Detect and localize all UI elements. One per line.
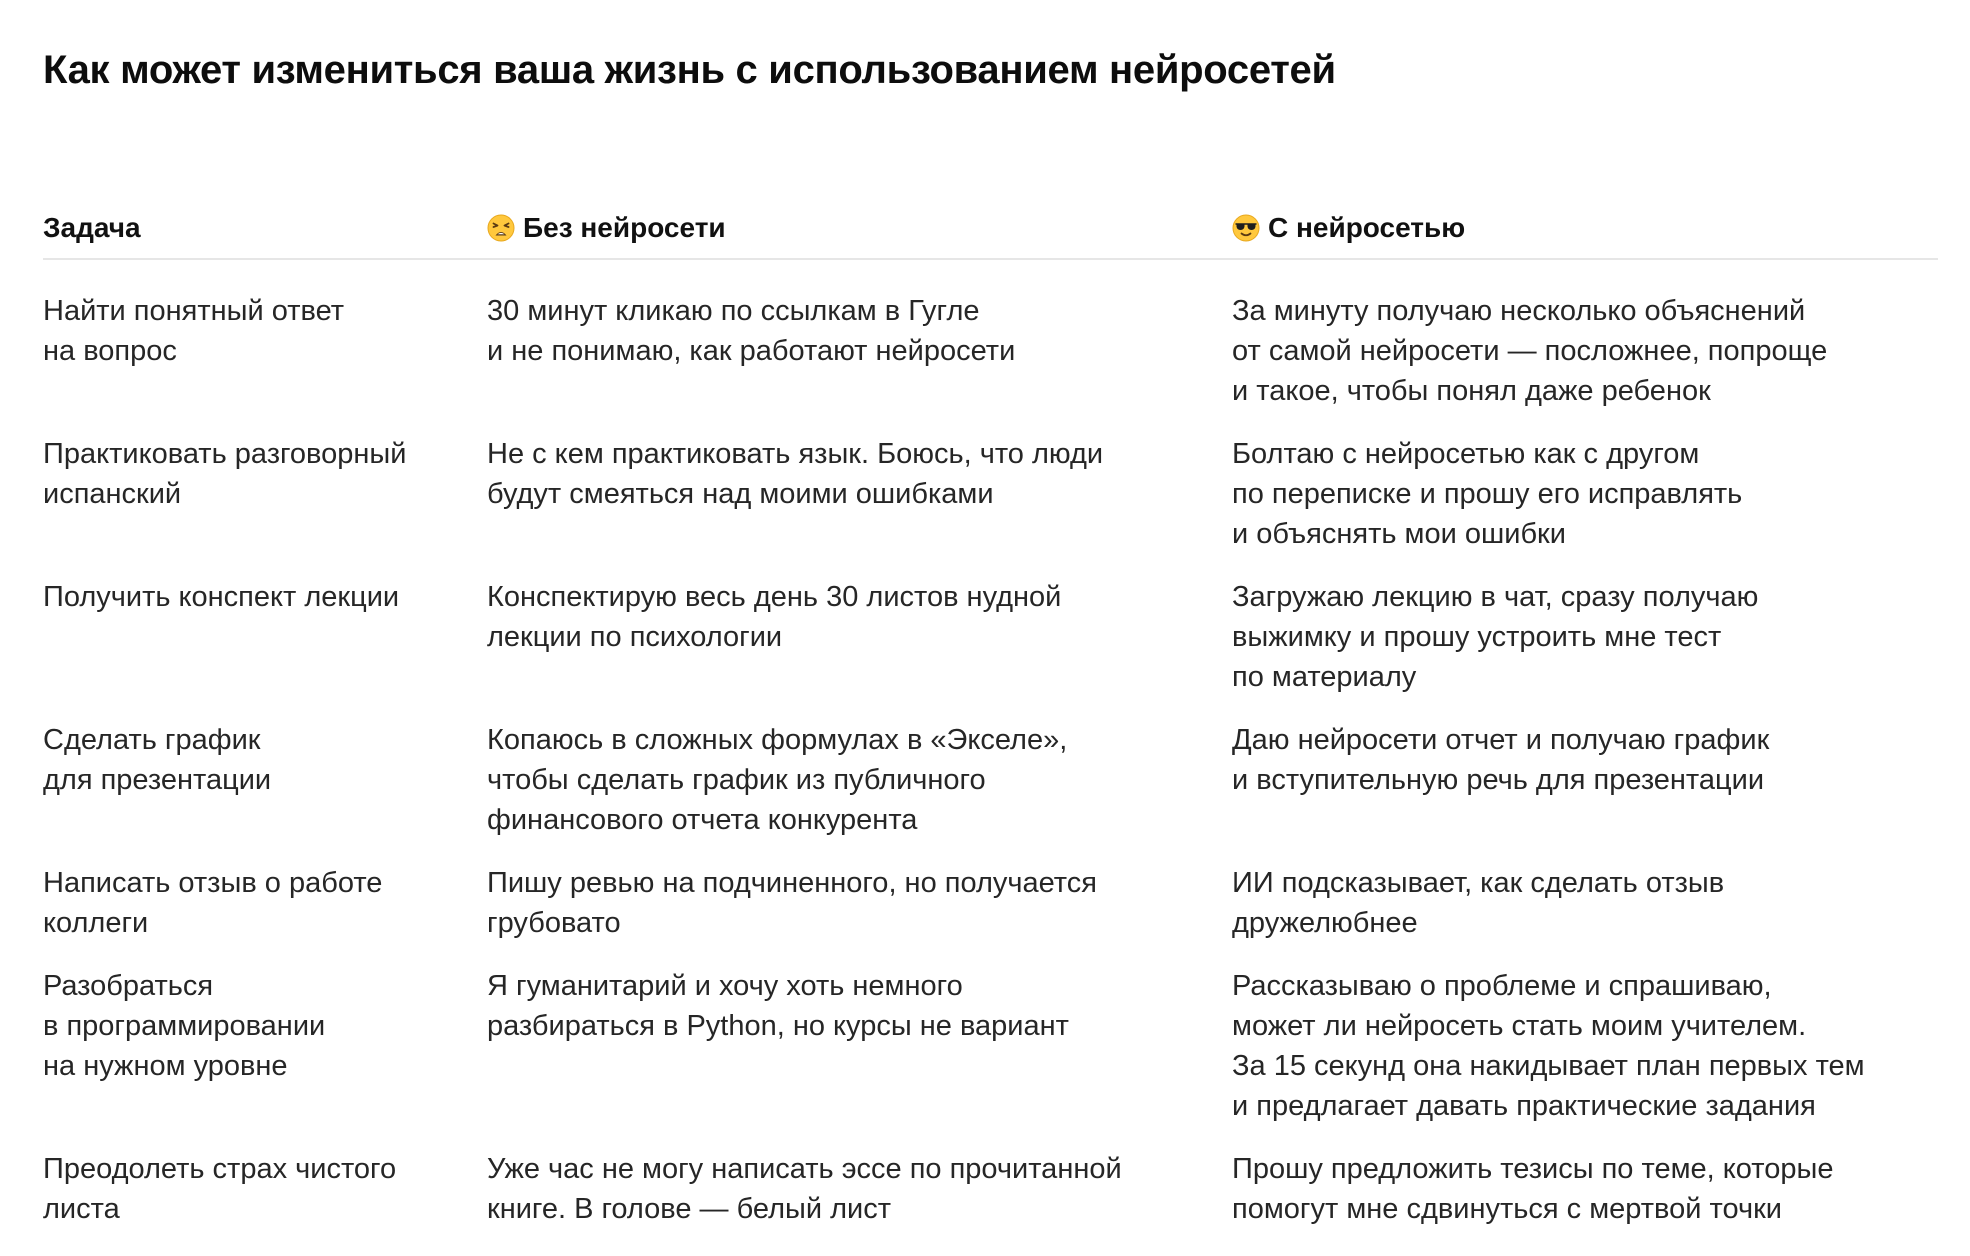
table-body bbox=[43, 259, 1938, 1252]
with-text: Прошу предложить тезисы по теме, которые помогут мне сдвинуться с мертвой точки bbox=[1232, 1153, 1834, 1225]
header-row bbox=[43, 211, 1938, 259]
without-text: Копаюсь в сложных формулах в «Экселе», чтобы сделать график из публичного финансового отчета конкурента bbox=[487, 724, 1068, 836]
header-task bbox=[43, 211, 487, 259]
table-row bbox=[43, 1149, 1938, 1252]
header-with-label: С нейросетью bbox=[1268, 212, 1466, 243]
task-cell bbox=[43, 577, 487, 720]
table-row bbox=[43, 259, 1938, 434]
header-without bbox=[487, 211, 1232, 259]
without-text: Уже час не могу написать эссе по прочитанной книге. В голове — белый лист bbox=[487, 1153, 1122, 1225]
task-cell bbox=[43, 863, 487, 966]
with-cell bbox=[1232, 577, 1938, 720]
task-cell bbox=[43, 434, 487, 577]
without-text: 30 минут кликаю по ссылкам в Гугле и не понимаю, как работают нейросети bbox=[487, 295, 1016, 367]
with-text: Даю нейросети отчет и получаю график и вступительную речь для презентации bbox=[1232, 724, 1770, 796]
with-text: Болтаю с нейросетью как с другом по переписке и прошу его исправлять и объяснять мои ошибки bbox=[1232, 438, 1743, 550]
with-text: ИИ подсказывает, как сделать отзыв дружелюбнее bbox=[1232, 867, 1725, 939]
task-text: Получить конспект лекции bbox=[43, 581, 400, 613]
without-cell bbox=[487, 434, 1232, 577]
with-text: За минуту получаю несколько объяснений от самой нейросети — посложнее, попроще и такое, чтобы понял даже ребенок bbox=[1232, 295, 1828, 407]
page-title: Как может измениться ваша жизнь с использованием нейросетей bbox=[43, 48, 1336, 92]
with-cell bbox=[1232, 966, 1938, 1149]
task-cell bbox=[43, 966, 487, 1149]
task-text: Найти понятный ответ на вопрос bbox=[43, 295, 345, 367]
without-cell bbox=[487, 966, 1232, 1149]
table-row bbox=[43, 863, 1938, 966]
table-row bbox=[43, 434, 1938, 577]
without-cell bbox=[487, 720, 1232, 863]
header-with bbox=[1232, 211, 1938, 259]
task-text: Написать отзыв о работе коллеги bbox=[43, 867, 383, 939]
comparison-table bbox=[43, 211, 1938, 1252]
task-text: Разобраться в программировании на нужном уровне bbox=[43, 970, 326, 1082]
table-row bbox=[43, 577, 1938, 720]
task-cell bbox=[43, 259, 487, 434]
with-cell bbox=[1232, 1149, 1938, 1252]
task-text: Преодолеть страх чистого листа bbox=[43, 1153, 397, 1225]
task-text: Практиковать разговорный испанский bbox=[43, 438, 407, 510]
table-header bbox=[43, 211, 1938, 259]
with-cell bbox=[1232, 863, 1938, 966]
with-cell bbox=[1232, 259, 1938, 434]
with-cell bbox=[1232, 720, 1938, 863]
table-row bbox=[43, 966, 1938, 1149]
header-without-label: Без нейросети bbox=[523, 212, 726, 243]
without-text: Не с кем практиковать язык. Боюсь, что люди будут смеяться над моими ошибками bbox=[487, 438, 1104, 510]
weary-face-icon bbox=[487, 214, 515, 242]
with-text: Рассказываю о проблеме и спрашиваю, может ли нейросеть стать моим учителем. За 15 секунд она накидывает план первых тем и предлагает давать практические задания bbox=[1232, 970, 1865, 1122]
table-row bbox=[43, 720, 1938, 863]
with-cell bbox=[1232, 434, 1938, 577]
without-cell bbox=[487, 259, 1232, 434]
without-cell bbox=[487, 863, 1232, 966]
without-text: Я гуманитарий и хочу хоть немного разбираться в Python, но курсы не вариант bbox=[487, 970, 1069, 1042]
task-text: Сделать график для презентации bbox=[43, 724, 272, 796]
with-text: Загружаю лекцию в чат, сразу получаю выжимку и прошу устроить мне тест по материалу bbox=[1232, 581, 1759, 693]
header-task-label: Задача bbox=[43, 212, 141, 243]
task-cell bbox=[43, 720, 487, 863]
without-text: Пишу ревью на подчиненного, но получается грубовато bbox=[487, 867, 1097, 939]
without-cell bbox=[487, 1149, 1232, 1252]
task-cell bbox=[43, 1149, 487, 1252]
sunglasses-face-icon bbox=[1232, 214, 1260, 242]
without-cell bbox=[487, 577, 1232, 720]
without-text: Конспектирую весь день 30 листов нудной лекции по психологии bbox=[487, 581, 1062, 653]
